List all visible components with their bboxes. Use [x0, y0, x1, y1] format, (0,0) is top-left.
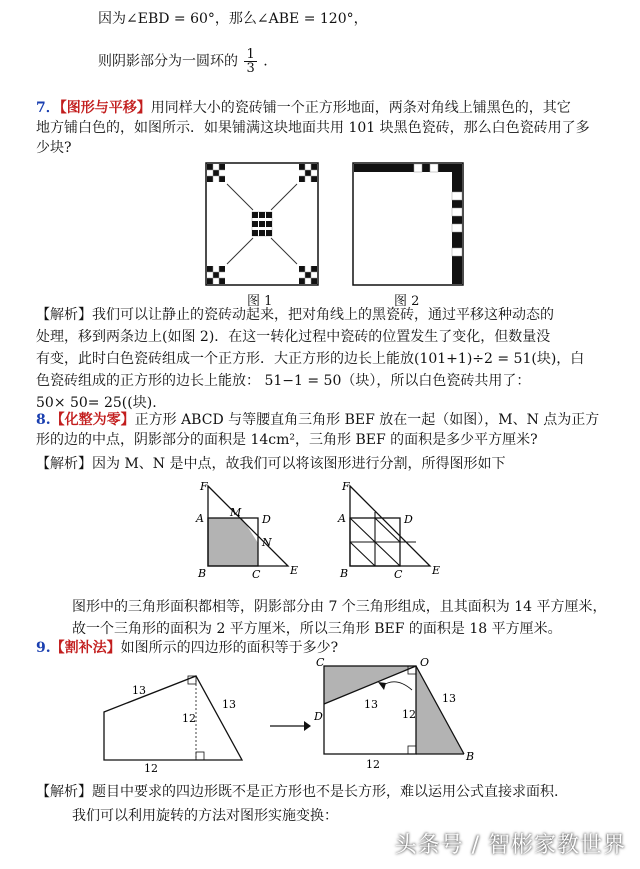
q7-figure-2-caption: 图 2	[394, 294, 420, 309]
label-f: F	[200, 480, 208, 493]
q8-conclusion	[72, 596, 632, 640]
label-c-q9: C	[316, 656, 325, 669]
rotation-arc	[382, 682, 412, 690]
dim-height: 12	[182, 712, 196, 725]
dim2-d: 12	[366, 758, 380, 771]
dim-top: 13	[132, 684, 146, 697]
q9-analysis	[36, 780, 636, 828]
q7-text-2: 地方铺白色的，如图所示．如果铺满这块地面共用 101 块黑色瓷砖，那么白色瓷砖用了多	[36, 120, 590, 136]
label-c-right: C	[394, 568, 403, 581]
q8-tag: 【化整为零】	[50, 412, 135, 428]
label-m: M	[230, 506, 242, 519]
dim2-b: 12	[402, 708, 416, 721]
q7-statement	[36, 98, 626, 158]
label-n: N	[262, 536, 272, 549]
q7-analysis-line-3: 有变，此时白色瓷砖组成一个正方形．大正方形的边长上能放(101+1)÷2 = 51(块)，白	[36, 351, 585, 367]
q8-number: 8.	[36, 412, 51, 428]
watermark: 头条号 / 智彬家教世界	[394, 833, 626, 858]
label-d-q9: D	[314, 710, 323, 723]
q7-tag: 【图形与平移】	[59, 100, 151, 116]
q9-statement	[36, 638, 338, 658]
label-a-right: A	[338, 512, 346, 525]
dim-right: 13	[222, 698, 236, 711]
shaded-region	[208, 518, 258, 566]
dim2-c: 13	[442, 692, 456, 705]
label-b-q9: B	[466, 750, 475, 763]
label-b-right: B	[340, 567, 349, 580]
q9-tag: 【割补法】	[50, 640, 121, 656]
transform-arrow-icon	[268, 718, 312, 734]
label-d: D	[262, 513, 271, 526]
top-line-1-text: 因为∠EBD = 60°，那么∠ABE = 120°，	[98, 11, 368, 27]
q7-number: 7．	[36, 100, 60, 116]
label-b: B	[198, 567, 207, 580]
label-c: C	[252, 568, 261, 581]
top-line-2	[98, 48, 268, 75]
label-e: E	[290, 564, 299, 577]
q9-figure-right	[314, 656, 484, 776]
center-tiles	[252, 212, 272, 236]
fraction-denominator: 3	[246, 61, 255, 76]
q7-analysis	[36, 304, 636, 414]
label-e-right: E	[432, 564, 441, 577]
q9-number: 9.	[36, 640, 51, 656]
dim-bottom: 12	[144, 762, 158, 775]
q8-text-1: 正方形 ABCD 与等腰直角三角形 BEF 放在一起（如图），M、N 点为正方	[134, 412, 600, 428]
top-edge-tiles	[354, 164, 462, 172]
q7-analysis-line-4: 色瓷砖组成的正方形的边长上能放： 51−1 = 50（块），所以白色瓷砖共用了：	[36, 373, 531, 389]
q8-figure-right	[334, 478, 444, 582]
q7-figure-1-caption: 图 1	[247, 294, 273, 309]
q8-analysis: 【解析】因为 M、N 是中点，故我们可以将该图形进行分割，所得图形如下	[36, 456, 506, 472]
q7-analysis-line-2: 处理，移到两条边上(如图 2)．在这一转化过程中瓷砖的位置发生了变化，但数量没	[36, 329, 551, 345]
label-d-right: D	[404, 513, 413, 526]
q9-analysis-line-1: 【解析】题目中要求的四边形既不是正方形也不是长方形，难以运用公式直接求面积.	[36, 784, 559, 800]
q7-figure-1	[205, 162, 319, 286]
q9-figure-left	[100, 668, 250, 776]
q8-conclusion-line-2: 故一个三角形的面积为 2 平方厘米，所以三角形 BEF 的面积是 18 平方厘米。	[72, 621, 562, 637]
fraction	[244, 48, 256, 75]
q9-text-1: 如图所示的四边形的面积等于多少?	[120, 640, 339, 656]
label-a: A	[196, 512, 204, 525]
q8-figure-left	[192, 478, 302, 582]
q7-text-1: 用同样大小的瓷砖铺一个正方形地面，两条对角线上铺黑色的，其它	[150, 100, 571, 116]
q8-text-2: 形的边的中点，阴影部分的面积是 14cm²，三角形 BEF 的面积是多少平方厘米?	[36, 432, 538, 448]
fraction-numerator: 1	[246, 47, 255, 62]
right-edge-tiles	[452, 172, 462, 284]
q7-analysis-line-5: 50× 50= 25((块).	[36, 395, 157, 411]
q8-conclusion-line-1: 图形中的三角形面积都相等，阴影部分由 7 个三角形组成，且其面积为 14 平方厘米，	[72, 599, 607, 615]
top-line-2-text: 则阴影部分为一圆环的	[98, 53, 238, 70]
top-line-2-suffix: .	[263, 53, 268, 70]
q7-text-3: 少块?	[36, 140, 72, 156]
top-line-1	[98, 8, 368, 28]
q7-analysis-line-1: 【解析】我们可以让静止的瓷砖动起来，把对角线上的黑瓷砖，通过平移这种动态的	[36, 307, 554, 323]
q7-figure-2	[352, 162, 464, 286]
figure-2-border	[353, 163, 463, 285]
dim2-a: 13	[364, 698, 378, 711]
label-o: O	[420, 656, 430, 669]
q9-analysis-line-2: 我们可以利用旋转的方法对图形实施变换：	[72, 808, 338, 824]
quadrilateral	[104, 676, 242, 760]
label-f-right: F	[342, 480, 350, 493]
q8-statement	[36, 410, 636, 450]
